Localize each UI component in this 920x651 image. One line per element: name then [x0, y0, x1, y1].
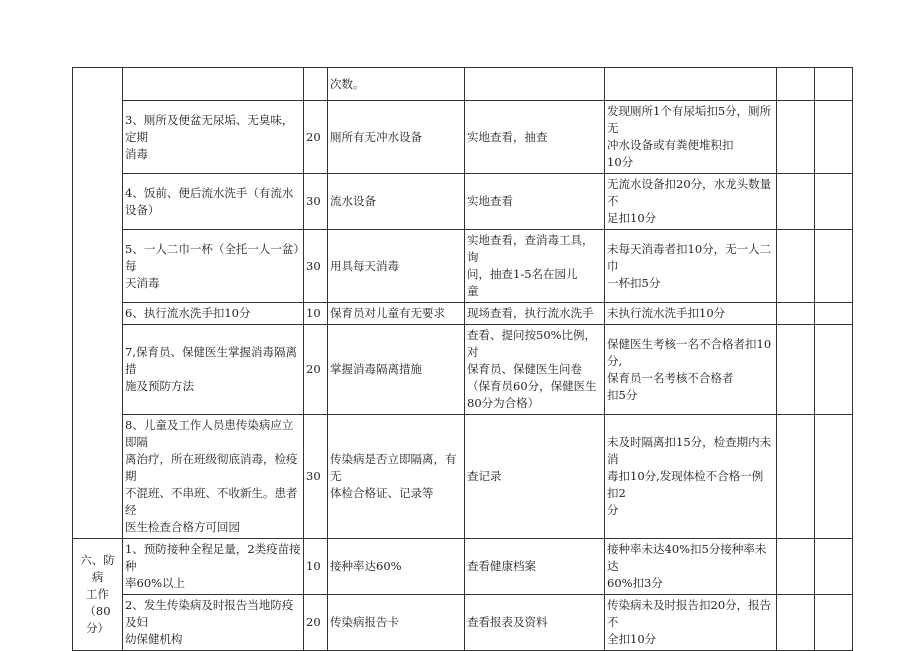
content-cell: 用具每天消毒	[328, 230, 465, 303]
empty-cell	[777, 415, 815, 539]
content-cell: 接种率达60%	[328, 539, 465, 595]
empty-cell	[815, 68, 853, 101]
item-cell: 5、一人二巾一杯（全托一人一盆）每 天消毒	[123, 230, 304, 303]
item-cell: 3、厕所及便盆无尿垢、无臭味，定期 消毒	[123, 101, 304, 174]
table-row	[73, 101, 853, 174]
deduct-cell: 未及时隔离扣15分，检查期内未消 毒扣10分,发现体检不合格一例扣2 分	[605, 415, 777, 539]
deduct-cell: 保健医生考核一名不合格者扣10分, 保育员一名考核不合格者 扣5分	[605, 325, 777, 415]
empty-cell	[777, 303, 815, 325]
empty-cell	[777, 101, 815, 174]
method-cell: 查记录	[465, 415, 605, 539]
item-cell: 2、发生传染病及时报告当地防疫及妇 幼保健机构	[123, 595, 304, 651]
table-row	[73, 415, 853, 539]
table-row	[73, 68, 853, 101]
deduct-cell: 发现厕所1个有尿垢扣5分，厕所无 冲水设备或有粪便堆积扣 10分	[605, 101, 777, 174]
item-cell: 8、儿童及工作人员患传染病应立即隔 离治疗，所在班级彻底消毒，检疫期 不混班、不串班、不收新生。患者经 医生检查合格方可回园	[123, 415, 304, 539]
deduct-cell: 接种率未达40%扣5分接种率未达 60%扣3分	[605, 539, 777, 595]
method-cell: 现场查看，执行流水洗手	[465, 303, 605, 325]
content-cell: 传染病报告卡	[328, 595, 465, 651]
content-cell: 掌握消毒隔离措施	[328, 325, 465, 415]
empty-cell	[815, 230, 853, 303]
empty-cell	[815, 539, 853, 595]
empty-cell	[777, 174, 815, 230]
score-cell	[304, 68, 328, 101]
method-cell: 查看、提问按50%比例，对 保育员、保健医生问卷 （保育员60分，保健医生 80分为合格）	[465, 325, 605, 415]
method-cell: 查看报表及资料	[465, 595, 605, 651]
score-cell: 30	[304, 230, 328, 303]
item-cell	[123, 68, 304, 101]
item-cell: 7,保育员、保健医生掌握消毒隔离措 施及预防方法	[123, 325, 304, 415]
method-cell: 实地查看	[465, 174, 605, 230]
deduct-cell: 传染病未及时报告扣20分，报告不 全扣10分	[605, 595, 777, 651]
table-row	[73, 230, 853, 303]
deduct-cell: 未每天消毒者扣10分，无一人二巾 一杯扣5分	[605, 230, 777, 303]
empty-cell	[777, 230, 815, 303]
content-cell: 保育员对儿童有无要求	[328, 303, 465, 325]
empty-cell	[777, 595, 815, 651]
empty-cell	[815, 101, 853, 174]
table-row	[73, 325, 853, 415]
inspection-table	[72, 67, 853, 651]
item-cell: 4、饭前、便后流水洗手（有流水设备）	[123, 174, 304, 230]
content-cell: 流水设备	[328, 174, 465, 230]
table-row	[73, 539, 853, 595]
method-cell: 实地查看，查消毒工具，询 问，抽查1-5名在园儿 童	[465, 230, 605, 303]
method-cell: 查看健康档案	[465, 539, 605, 595]
deduct-cell	[605, 68, 777, 101]
method-cell	[465, 68, 605, 101]
empty-cell	[815, 415, 853, 539]
empty-cell	[777, 325, 815, 415]
score-cell: 20	[304, 325, 328, 415]
deduct-cell: 无流水设备扣20分，水龙头数量不 足扣10分	[605, 174, 777, 230]
table-row	[73, 174, 853, 230]
score-cell: 30	[304, 174, 328, 230]
table-row	[73, 303, 853, 325]
empty-cell	[815, 174, 853, 230]
score-cell: 10	[304, 539, 328, 595]
empty-cell	[815, 303, 853, 325]
empty-cell	[815, 595, 853, 651]
score-cell: 10	[304, 303, 328, 325]
section-cell	[73, 68, 123, 539]
table-row	[73, 595, 853, 651]
item-cell: 6、执行流水洗手扣10分	[123, 303, 304, 325]
content-cell: 厕所有无冲水设备	[328, 101, 465, 174]
content-cell: 次数。	[328, 68, 465, 101]
empty-cell	[777, 539, 815, 595]
score-cell: 30	[304, 415, 328, 539]
content-cell: 传染病是否立即隔离，有无 体检合格证、记录等	[328, 415, 465, 539]
score-cell: 20	[304, 101, 328, 174]
deduct-cell: 未执行流水洗手扣10分	[605, 303, 777, 325]
score-cell: 20	[304, 595, 328, 651]
empty-cell	[815, 325, 853, 415]
section-cell: 六、防病 工作（80 分）	[73, 539, 123, 651]
method-cell: 实地查看，抽查	[465, 101, 605, 174]
item-cell: 1、预防接种全程足量，2类疫苗接种 率60%以上	[123, 539, 304, 595]
empty-cell	[777, 68, 815, 101]
